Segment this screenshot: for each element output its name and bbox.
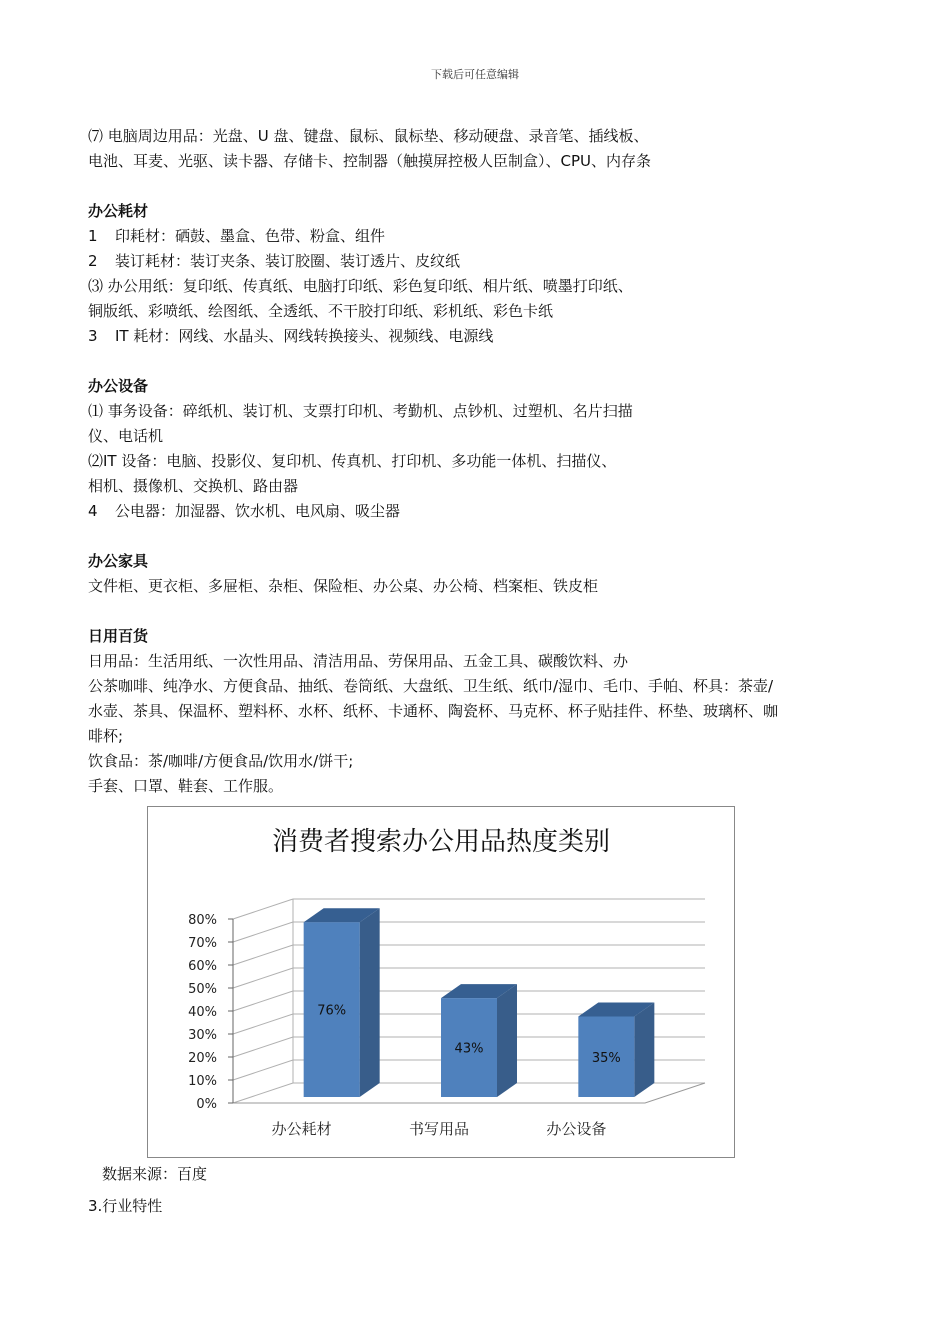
- y-tick-label: 80%: [188, 913, 217, 928]
- gridline-depth: [233, 1083, 293, 1103]
- item-text: IT 耗材：网线、水晶头、网线转换接头、视频线、电源线: [115, 327, 494, 345]
- bar-side: [634, 1003, 654, 1098]
- numbered-item: [88, 499, 878, 524]
- blank-line: [88, 524, 878, 549]
- y-tick-label: 30%: [188, 1028, 217, 1043]
- text-line: 饮食品：茶/咖啡/方便食品/饮用水/饼干;: [88, 752, 354, 770]
- item-text: 公电器：加湿器、饮水机、电风扇、吸尘器: [115, 502, 401, 520]
- category-heading: 办公设备: [88, 377, 149, 395]
- page-header: 下载后可任意编辑: [431, 68, 519, 81]
- data-source-note: 数据来源：百度: [102, 1165, 208, 1183]
- text-line: 相机、摄像机、交换机、路由器: [88, 477, 299, 495]
- gridline-depth: [233, 922, 293, 942]
- category-heading: 办公家具: [88, 552, 149, 570]
- category-heading: 办公耗材: [88, 202, 149, 220]
- blank-line: [88, 174, 878, 199]
- text-line: ⑴ 事务设备：碎纸机、装订机、支票打印机、考勤机、点钞机、过塑机、名片扫描: [88, 402, 633, 420]
- y-tick-label: 70%: [188, 936, 217, 951]
- chart-canvas: [148, 807, 734, 1157]
- gridline-depth: [233, 991, 293, 1011]
- y-tick-label: 0%: [196, 1097, 217, 1112]
- data-label: 35%: [591, 1050, 621, 1066]
- text-line: 铜版纸、彩喷纸、绘图纸、全透纸、不干胶打印纸、彩机纸、彩色卡纸: [88, 302, 554, 320]
- bar-side: [497, 984, 517, 1097]
- y-tick-label: 20%: [188, 1051, 217, 1066]
- section-title: 3.行业特性: [88, 1197, 163, 1215]
- numbered-item: [88, 249, 878, 274]
- chart-title: 消费者搜索办公用品热度类别: [271, 827, 611, 857]
- x-category-label: 书写用品: [408, 1120, 470, 1138]
- item-text: 印耗材：硒鼓、墨盒、色带、粉盒、组件: [115, 227, 386, 245]
- data-label: 43%: [454, 1041, 484, 1057]
- y-tick-label: 40%: [188, 1005, 217, 1020]
- text-line: 水壶、茶具、保温杯、塑料杯、水杯、纸杯、卡通杯、陶瓷杯、马克杯、杯子贴挂件、杯垫、玻璃杯、咖: [88, 702, 779, 720]
- text-line: ⑶ 办公用纸：复印纸、传真纸、电脑打印纸、彩色复印纸、相片纸、喷墨打印纸、: [88, 277, 633, 295]
- text-line: 公茶咖啡、纯净水、方便食品、抽纸、卷筒纸、大盘纸、卫生纸、纸巾/湿巾、毛巾、手帕、杯具：茶壶/: [88, 677, 774, 695]
- text-line: 啡杯;: [88, 727, 124, 745]
- item-number: 2: [88, 252, 98, 270]
- item-number: 3: [88, 327, 98, 345]
- category-heading: 日用百货: [88, 627, 149, 645]
- bar-chart: [147, 806, 735, 1158]
- blank-line: [88, 349, 878, 374]
- blank-line: [88, 599, 878, 624]
- bar-side: [360, 908, 380, 1097]
- gridline-depth: [233, 945, 293, 965]
- document-body: [88, 124, 878, 799]
- data-label: 76%: [317, 1003, 347, 1019]
- gridline-depth: [233, 1014, 293, 1034]
- item-number: 1: [88, 227, 98, 245]
- text-line: ⑺ 电脑周边用品：光盘、U 盘、键盘、鼠标、鼠标垫、移动硬盘、录音笔、插线板、: [88, 127, 649, 145]
- text-line: 手套、口罩、鞋套、工作服。: [88, 777, 284, 795]
- x-category-label: 办公耗材: [271, 1120, 332, 1138]
- y-tick-label: 60%: [188, 959, 217, 974]
- y-tick-label: 50%: [188, 982, 217, 997]
- gridline-depth: [233, 1060, 293, 1080]
- x-category-label: 办公设备: [546, 1120, 607, 1138]
- text-line: 日用品：生活用纸、一次性用品、清洁用品、劳保用品、五金工具、碳酸饮料、办: [88, 652, 629, 670]
- text-line: 仪、电话机: [88, 427, 164, 445]
- item-number: 4: [88, 502, 98, 520]
- text-line: 电池、耳麦、光驱、读卡器、存储卡、控制器（触摸屏控极人臣制盒）、CPU、内存条: [88, 152, 652, 170]
- text-line: 文件柜、更衣柜、多屉柜、杂柜、保险柜、办公桌、办公椅、档案柜、铁皮柜: [88, 577, 599, 595]
- numbered-item: [88, 224, 878, 249]
- item-text: 装订耗材：装订夹条、装订胶圈、装订透片、皮纹纸: [115, 252, 461, 270]
- numbered-item: [88, 324, 878, 349]
- text-line: ⑵IT 设备：电脑、投影仪、复印机、传真机、打印机、多功能一体机、扫描仪、: [88, 452, 617, 470]
- gridline-depth: [233, 1037, 293, 1057]
- gridline-depth: [233, 899, 293, 919]
- y-tick-label: 10%: [188, 1074, 217, 1089]
- gridline-depth: [233, 968, 293, 988]
